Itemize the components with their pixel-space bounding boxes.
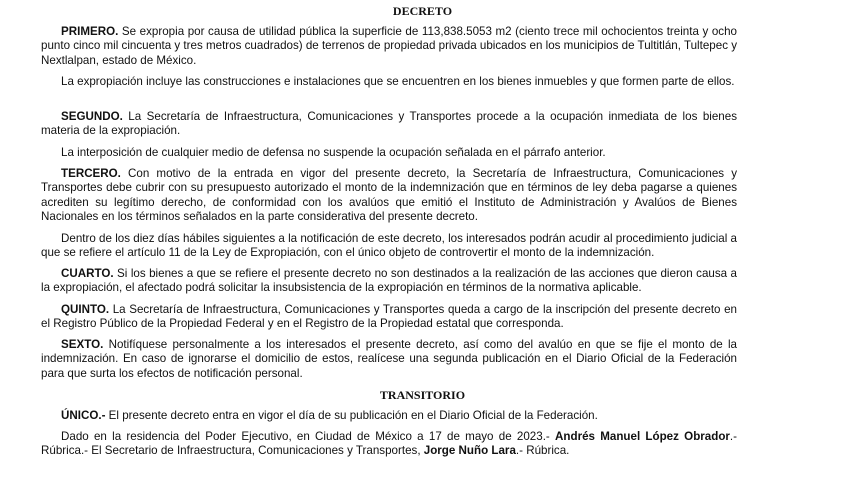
article-label: PRIMERO. [61, 25, 119, 38]
article-label: SEXTO. [61, 338, 104, 351]
signer-president: Andrés Manuel López Obrador [555, 430, 730, 443]
signer-secretary: Jorge Nuño Lara [423, 444, 516, 458]
article-label: TERCERO. [61, 167, 121, 180]
article-quinto [41, 303, 737, 332]
article-label: SEGUNDO. [61, 110, 123, 123]
article-segundo-paragraph [41, 146, 737, 160]
closing-text: .- Rúbrica.- El Secretario de Infraestructura, Comunicaciones y Transportes, [41, 430, 738, 458]
article-tercero [41, 167, 737, 224]
article-unico [41, 409, 737, 423]
article-sexto [41, 338, 737, 381]
article-text: Notifíquese personalmente a los interesados el presente decreto, así como del avalúo en que se fije el monto de la indemnización. En caso de ignorarse el domicilio de estos, realícese una segunda publicación en el Diario Oficial de la Federación para que surta los efectos de notificación personal. [41, 338, 737, 380]
article-text: Dentro de los diez días hábiles siguientes a la notificación de este decreto, los interesados podrán acudir al procedimiento judicial a que se refiere el artículo 11 de la Ley de Expropiación, con el único objeto de controvertir el monto de la indemnización. [41, 232, 737, 260]
closing-text: Dado en la residencia del Poder Ejecutivo, en Ciudad de México a 17 de mayo de 2023.- [61, 430, 556, 443]
article-cuarto [41, 267, 737, 296]
decree-title: DECRETO [392, 4, 453, 18]
closing-statement [41, 430, 737, 459]
article-text: Con motivo de la entrada en vigor del presente decreto, la Secretaría de Infraestructura, Comunicaciones y Transportes debe cubrir con su presupuesto autorizado el monto de la indemnización que en términos de ley deba pagarse a quienes acrediten su legítimo derecho, de conformidad con los avalúos que emitió el Instituto de Administración y Avalúos de Bienes Nacionales en los términos señalados en la parte considerativa del presente decreto. [41, 167, 737, 223]
article-label: CUARTO. [61, 267, 114, 280]
article-text: La Secretaría de Infraestructura, Comunicaciones y Transportes procede a la ocupación inmediata de los bienes materia de la expropiación. [41, 110, 737, 138]
closing-text: .- Rúbrica. [515, 444, 570, 458]
article-text: La interposición de cualquier medio de defensa no suspende la ocupación señalada en el párrafo anterior. [61, 146, 606, 159]
article-label: QUINTO. [61, 303, 110, 316]
article-tercero-paragraph [41, 232, 737, 261]
article-segundo [41, 110, 737, 139]
article-label: ÚNICO.- [61, 409, 106, 422]
article-text: La expropiación incluye las construcciones e instalaciones que se encuentren en los bienes inmuebles y que formen parte de ellos. [61, 75, 735, 88]
article-text: El presente decreto entra en vigor el día de su publicación en el Diario Oficial de la Federación. [105, 409, 598, 422]
article-text: La Secretaría de Infraestructura, Comunicaciones y Transportes queda a cargo de la inscripción del presente decreto en el Registro Público de la Propiedad Federal y en el Registro de la Propiedad estatal que corresponda. [41, 303, 737, 331]
article-primero-paragraph [41, 75, 737, 89]
article-text: Si los bienes a que se refiere el presente decreto no son destinados a la realización de las acciones que dieron causa a la expropiación, el afectado podrá solicitar la insubsistencia de la expropiación en términos de la normativa aplicable. [41, 267, 737, 295]
article-text: Se expropia por causa de utilidad pública la superficie de 113,838.5053 m2 (ciento trece mil ochocientos treinta y ocho punto cinco mil cincuenta y tres metros cuadrados) de terrenos de propiedad privada ubicados en los municipios de Tultitlán, Tultepec y Nextlalpan, estado de México. [41, 25, 738, 67]
article-primero [41, 25, 737, 68]
transitorio-title: TRANSITORIO [379, 388, 466, 402]
